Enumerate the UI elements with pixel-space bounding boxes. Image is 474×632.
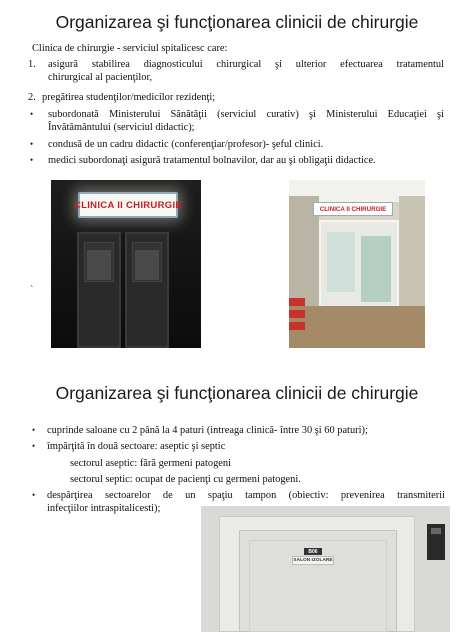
item-3-bullet: •	[30, 109, 34, 119]
item-3-line-1: subordonată Ministerului Sănătăţii (serviciul curativ) şi Ministerului Educaţiei şi	[48, 109, 444, 120]
slide-1-title: Organizarea şi funcţionarea clinicii de chirurgie	[55, 12, 419, 32]
door-notice	[135, 250, 159, 280]
item-5-bullet: •	[30, 155, 34, 165]
clinic-corridor-photo-lit	[289, 180, 425, 348]
item-2-marker: 2.	[28, 92, 36, 103]
s2-item-5-bullet: •	[32, 490, 36, 500]
item-1-line-1: asigură stabilirea diagnosticului chirurgical şi ulterior efectuarea tratamentul	[48, 59, 444, 70]
s2-item-2-line-1: împărţită în două sectoare: aseptic şi septic	[47, 441, 226, 452]
red-chair	[289, 310, 305, 318]
item-2-line-1: pregătirea studenţilor/medicilor rezidenţi;	[42, 92, 216, 103]
item-3-line-2: Învătământului (serviciul didactic);	[48, 122, 195, 133]
clinic-entrance-photo-dark	[51, 180, 201, 348]
slide-2-title: Organizarea şi funcţionarea clinicii de chirurgie	[55, 383, 419, 403]
door-glass	[327, 232, 355, 292]
s2-item-5-line-1: despărţirea sectoarelor de un spaţiu tampon (obiectiv: prevenirea transmiterii	[47, 490, 445, 501]
isolation-room-door-photo	[201, 506, 450, 632]
s2-item-1-line-1: cuprinde saloane cu 2 până la 4 paturi (intreaga clinică- între 30 şi 60 paturi);	[47, 425, 368, 436]
item-5-line-1: medici subordonaţi asigură tratamentul bolnavilor, dar au şi obligaţii didactice.	[48, 155, 376, 166]
s2-item-5-line-2: infecţiilor intraspitalicesti);	[47, 503, 161, 514]
clinic-intro: Clinica de chirurgie - serviciul spitalicesc care:	[32, 43, 228, 54]
stray-mark: `	[30, 285, 34, 296]
left-door	[77, 232, 121, 348]
right-door	[125, 232, 169, 348]
door-notice	[87, 250, 111, 280]
red-chair	[289, 298, 305, 306]
room-name-plate: SALON IZOLARE	[293, 558, 333, 563]
s2-item-2-bullet: •	[32, 441, 36, 451]
item-1-marker: 1.	[28, 59, 36, 70]
clinic-sign: CLINICA II CHIRURGIE	[78, 192, 178, 218]
s2-item-1-bullet: •	[32, 425, 36, 435]
item-1-line-2: chirurgical al pacienţilor,	[48, 72, 153, 83]
item-4-bullet: •	[30, 139, 34, 149]
box-indicator	[431, 528, 441, 534]
aseptic-sector: sectorul aseptic: fără germeni patogeni	[70, 458, 231, 469]
septic-sector: sectorul septic: ocupat de pacienţi cu germeni patogeni.	[70, 474, 301, 485]
item-4-line-1: condusă de un cadru didactic (conferenţiar/profesor)- şeful clinici.	[48, 139, 324, 150]
red-chair	[289, 322, 305, 330]
corridor-depth	[361, 236, 391, 302]
floor	[289, 306, 425, 348]
clinic-sign-small: CLINICA II CHIRURGIE	[313, 202, 393, 216]
room-number-plate: B06	[304, 548, 322, 555]
